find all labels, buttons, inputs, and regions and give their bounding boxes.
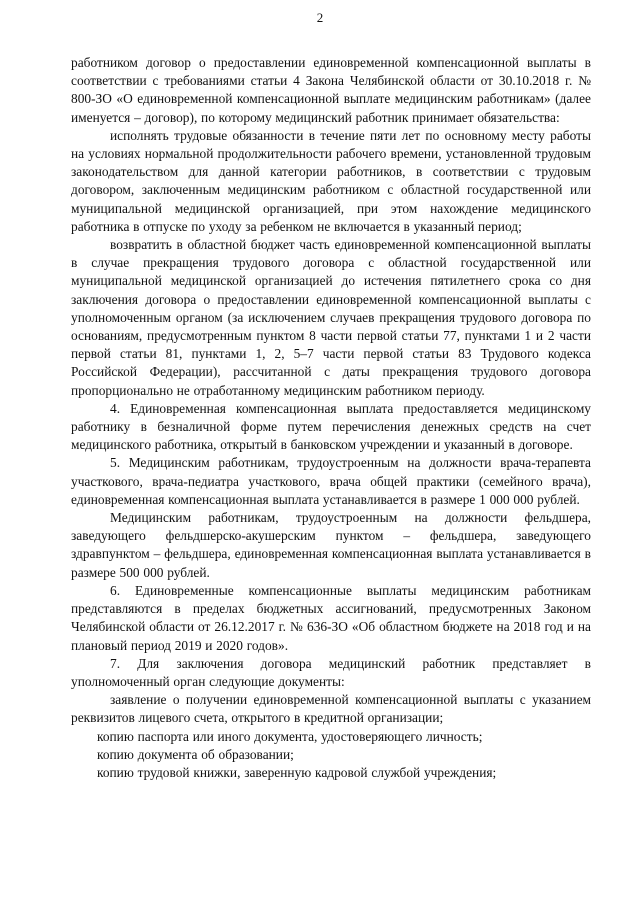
- paragraph-continuation: работником договор о предоставлении единовременной компенсационной выплаты в соответствии с требованиями статьи 4 Закона Челябинской области от 30.10.2018 г. № 800-ЗО «О единовременной компенсационной выплате медицинским работникам» (далее именуется – договор), по которому медицинский работник принимает обязательства:: [71, 55, 591, 125]
- page-number: 2: [316, 10, 324, 25]
- paragraph-item-5-feldsher: Медицинским работникам, трудоустроенным на должности фельдшера, заведующего фельдшерско-акушерским пунктом – фельдшера, заведующего здравпунктом – фельдшера, единовременная компенсационная выплата устанавливается в размере 500 000 рублей.: [71, 510, 591, 580]
- paragraph-obligation-work: исполнять трудовые обязанности в течение пяти лет по основному месту работы на условиях нормальной продолжительности рабочего времени, установленной трудовым законодательством для данной категории работников, в соответствии с трудовым договором, заключенным медицинским работником с областной государственной или муниципальной медицинской организацией, при этом нахождение медицинского работника в отпуске по уходу за ребенком не включается в указанный период;: [71, 127, 591, 234]
- paragraph-item-7: 7. Для заключения договора медицинский работник представляет в уполномоченный орган следующие документы:: [71, 655, 591, 689]
- paragraph-document-application: заявление о получении единовременной компенсационной выплаты с указанием реквизитов лицевого счета, открытого в кредитной организации;: [71, 692, 591, 726]
- list-item-passport: копию паспорта или иного документа, удостоверяющего личность;: [97, 728, 483, 744]
- paragraph-item-4: 4. Единовременная компенсационная выплата предоставляется медицинскому работнику в безналичной форме путем перечисления денежных средств на счет медицинского работника, открытый в банковском учреждении и указанный в договоре.: [71, 400, 591, 453]
- list-item-education: копию документа об образовании;: [97, 746, 294, 762]
- paragraph-item-5: 5. Медицинским работникам, трудоустроенным на должности врача-терапевта участкового, врача-педиатра участкового, врача общей практики (семейного врача), единовременная компенсационная выплата устанавливается в размере 1 000 000 рублей.: [71, 455, 591, 507]
- list-item-employment-record: копию трудовой книжки, заверенную кадровой службой учреждения;: [97, 764, 497, 780]
- paragraph-item-6: 6. Единовременные компенсационные выплаты медицинским работникам представляются в пределах бюджетных ассигнований, предусмотренных Законом Челябинской области от 26.12.2017 г. № 636-ЗО «Об областном бюджете на 2018 год и на плановый период 2019 и 2020 годов».: [71, 582, 591, 653]
- paragraph-obligation-return: возвратить в областной бюджет часть единовременной компенсационной выплаты в случае прекращения трудового договора с областной государственной или муниципальной медицинской организацией до истечения пятилетнего срока со дня заключения договора о предоставлении единовременной компенсационной выплаты с уполномоченным органом (за исключением случаев прекращения трудового договора по основаниям, предусмотренным пунктом 8 части первой статьи 77, пунктами 1 и 2 части первой статьи 81, пунктами 1, 2, 5–7 части первой статьи 83 Трудового кодекса Российской Федерации), рассчитанной с даты прекращения трудового договора пропорционально не отработанному медицинским работником периоду.: [71, 237, 591, 398]
- document-body: [71, 0, 591, 782]
